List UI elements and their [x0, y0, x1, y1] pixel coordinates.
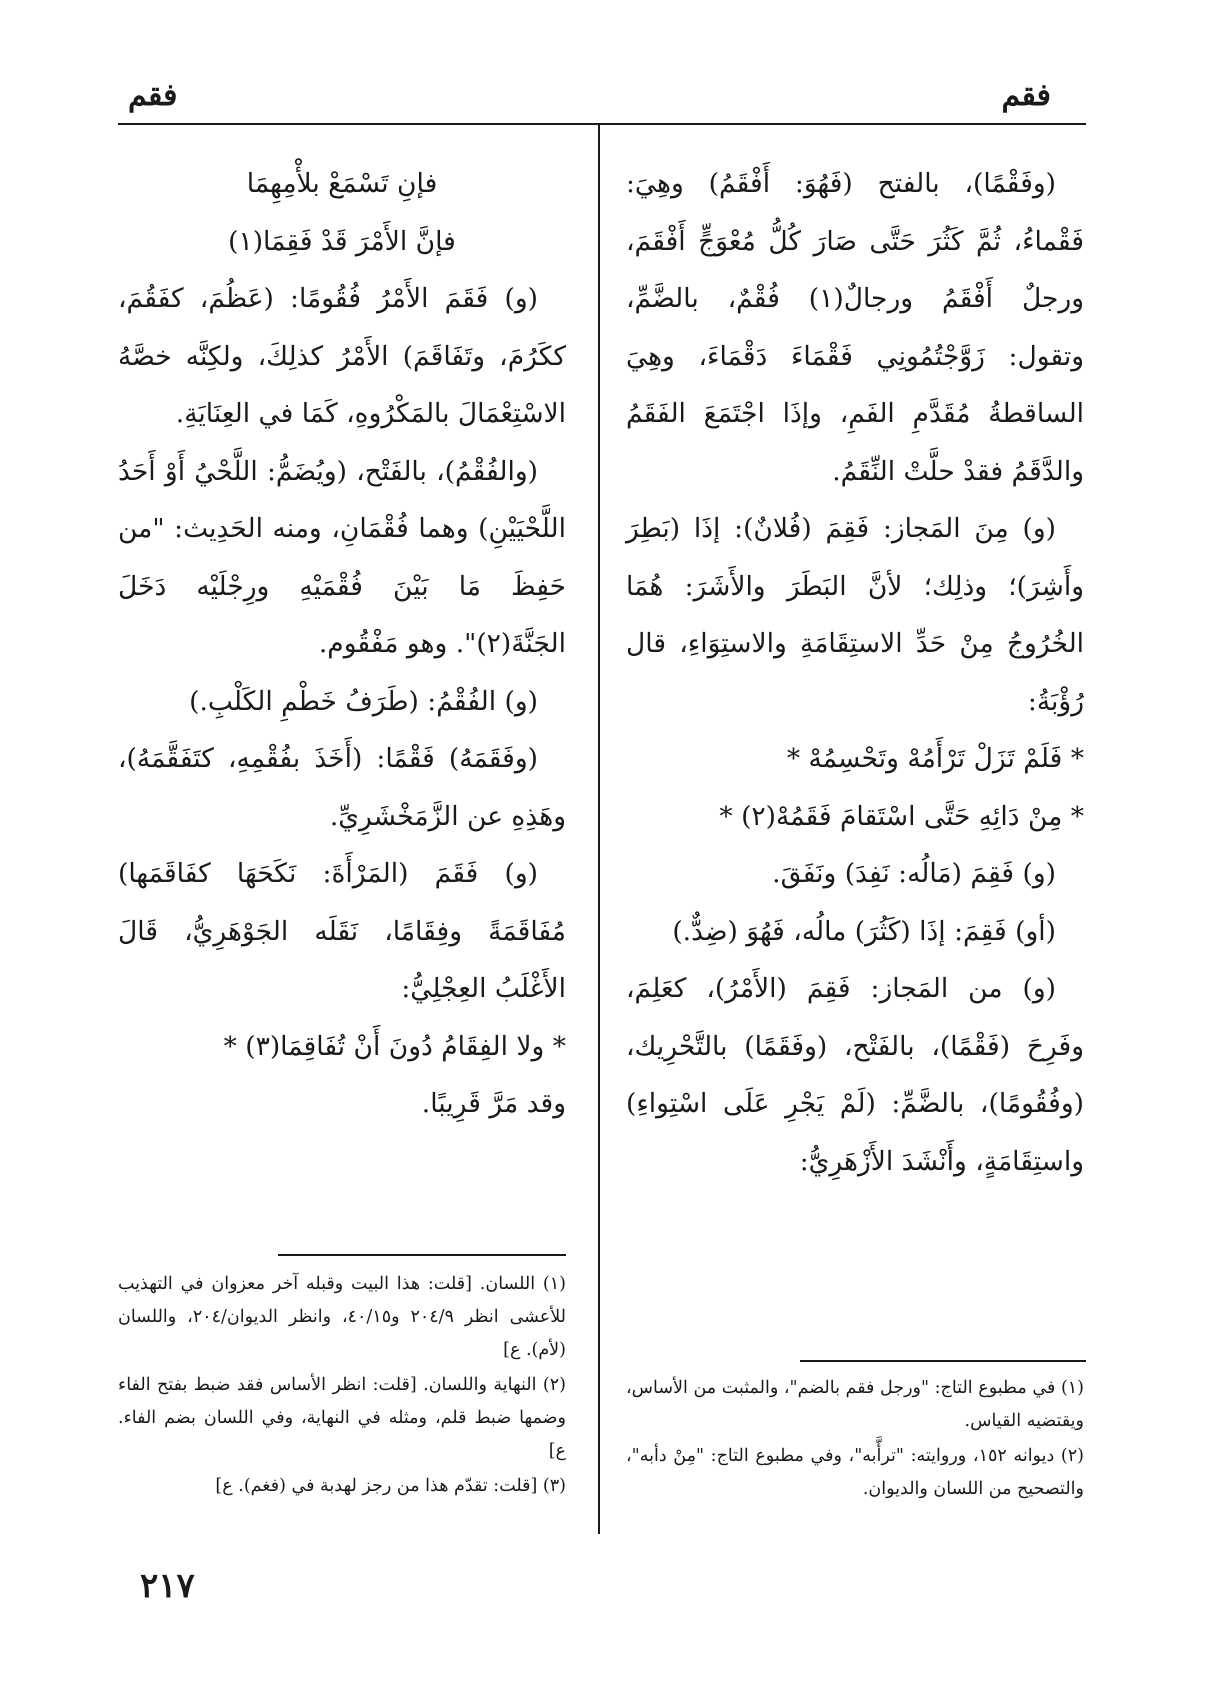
paragraph: (والفُقْمُ)، بالفَتْح، (ويُضَمُّ: اللَّحْيُ أَوْ أَحَدُ اللَّحْيَيْنِ) وهما فُقْمَانِ، ومنه الحَدِيث: "من حَفِظَ مَا بَيْنَ فُقْمَيْهِ ورِجْلَيْه دَخَلَ الجَنَّةَ(٢)". وهو مَفْقُوم. [118, 455, 566, 659]
paragraph: وقد مَرَّ قَرِيبًا. [421, 1088, 566, 1119]
paragraph: (و) فَقَمَ (المَرْأَةَ: نَكَحَهَا كفَاقَمَها) مُفَاقَمَةً وفِقَامًا، نَقَلَه الجَوْهَرِيُّ، قَالَ الأَغْلَبُ العِجْلِيُّ: [118, 858, 566, 1004]
header-right-word: فقم [1001, 78, 1051, 113]
paragraph: (و) الفُقْمُ: (طَرَفُ خَطْمِ الكَلْبِ.) [189, 685, 538, 717]
footnote: (٢) النهاية واللسان. [قلت: انظر الأساس فقد ضبط بفتح الفاء وضمها ضبط قلم، ومثله في النهاية، وفي اللسان بضم الفاء. ع] [118, 1375, 566, 1461]
header-rule [118, 123, 1086, 125]
paragraph: (و) فَقَمَ الأَمْرُ فُقُومًا: (عَظُمَ، كفَقُمَ، ككَرُمَ، وتَفَاقَمَ) الأَمْرُ كذلِكَ، ولكِنَّه خصَّهُ الاسْتِعْمَالَ بالمَكْرُوهِ، كَمَا في العِنَايَةِ. [118, 283, 566, 429]
paragraph: (و) فَقِمَ (مَالُه: نَفِدَ) ونَفَقَ. [772, 858, 1056, 889]
header-left-word: فقم [128, 78, 178, 113]
right-footnotes [626, 1372, 1084, 1508]
paragraph: (و) من المَجاز: فَقِمَ (الأَمْرُ)، كعَلِمَ، وفَرِحَ (فَقْمًا)، بالفَتْح، (وفَقَمًا) بالتَّحْرِيك، (وفُقُومًا)، بالضَّمِّ: (لَمْ يَجْرِ عَلَى اسْتِواءِ) واستِقَامَةٍ، وأَنْشَدَ الأَزْهَرِيُّ: [626, 973, 1084, 1177]
footnote: (٢) ديوانه ١٥٢، وروايته: "ترأَّبه"، وفي مطبوع التاج: "مِنْ دأبه"، والتصحيح من اللسان والديوان. [626, 1446, 1084, 1499]
footnote: (١) في مطبوع التاج: "ورجل فقم بالضم"، والمثبت من الأساس، ويقتضيه القياس. [626, 1378, 1084, 1431]
page-number: ٢١٧ [140, 1566, 195, 1606]
verse-line: فإنَّ الأَمْرَ قَدْ فَقِمَا(١) [228, 225, 456, 257]
left-footnotes [118, 1268, 566, 1505]
verse-line: * ولا الفِقَامُ دُونَ أَنْ تُفَاقِمَا(٣) * [223, 1030, 566, 1062]
paragraph: (وفَقَمَهُ) فَقْمًا: (أَخَذَ بفُقْمِهِ، كتَفَقَّمَهُ)، وهَذِهِ عن الزَّمَخْشَرِيِّ. [118, 743, 566, 832]
footnote-rule-left [278, 1254, 566, 1256]
footnote-rule-right [800, 1360, 1086, 1362]
left-column [118, 155, 566, 1133]
footnote: (٣) [قلت: تقدّم هذا من رجز لهدبة في (فغم). ع] [215, 1476, 566, 1496]
paragraph: (و) مِنَ المَجاز: فَقِمَ (فُلانٌ): إذَا (بَطِرَ وأَشِرَ)؛ وذلِك؛ لأنَّ البَطَرَ والأَشَرَ: هُمَا الخُرُوجُ مِنْ حَدِّ الاستِقَامَةِ والاستِوَاءِ، قال رُؤْبَةُ: [626, 513, 1084, 717]
right-column [626, 155, 1084, 1190]
footnote: (١) اللسان. [قلت: هذا البيت وقبله آخر معزوان في التهذيب للأعشى انظر ٢٠٤/٩ و٤٠/١٥، وانظر الديوان/٢٠٤، واللسان (لأم). ع] [118, 1274, 566, 1360]
column-divider [598, 124, 600, 1534]
paragraph: (وفَقْمًا)، بالفتح (فَهُوَ: أَفْقَمُ) وهِيَ: فَقْماءُ، ثُمَّ كَثُرَ حَتَّى صَارَ كُلُّ مُعْوَجٍّ أَفْقَمَ، ورجلٌ أَفْقَمُ ورجالٌ(١) فُقْمٌ، بالضَّمِّ، وتقول: زَوَّجْتُمُونِي فَقْمَاءَ دَقْمَاءَ، وهِيَ الساقطةُ مُقَدَّمِ الفَمِ، وإذَا اجْتَمَعَ الفَقَمُ والدَّقَمُ فقدْ حلَّتْ النِّقَمُ. [626, 168, 1084, 487]
paragraph: (أو) فَقِمَ: إذَا (كَثُرَ) مالُه، فَهُوَ (ضِدٌّ.) [672, 915, 1056, 947]
verse-line: * فَلَمْ تَزَلْ تَرْأَمُهْ وتَحْسِمُهْ * [786, 743, 1084, 774]
verse-line: فإنِ تَسْمَعْ بلأْمِهِمَا [246, 168, 438, 199]
verse-line: * مِنْ دَائِهِ حَتَّى اسْتَقامَ فَقَمُهْ(٢) * [719, 800, 1084, 832]
